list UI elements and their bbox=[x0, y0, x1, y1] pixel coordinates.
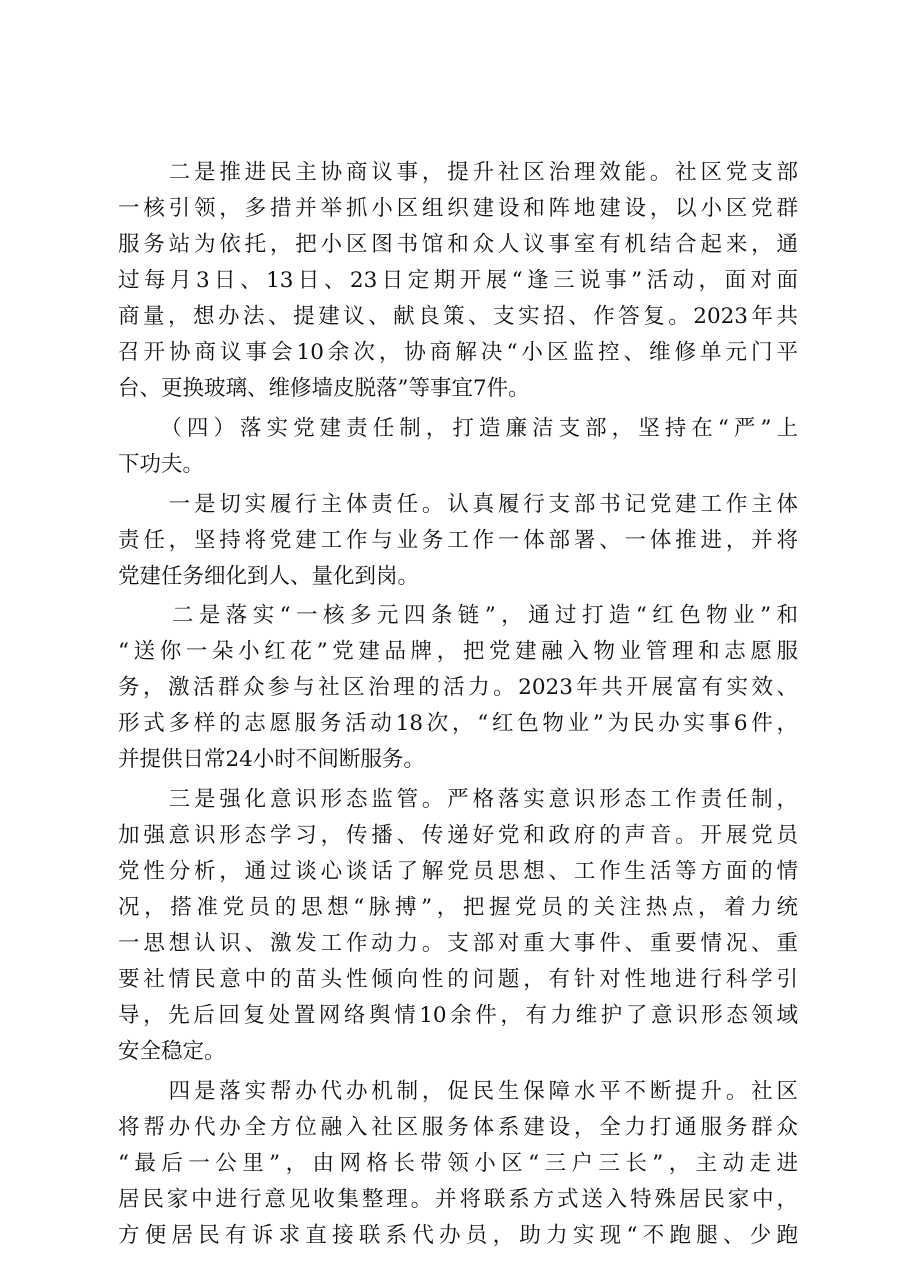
text-line: 并提供日常24小时不间断服务。 bbox=[118, 747, 425, 772]
text-line: 二是落实“一核多元四条链”，通过打造“红色物业”和 bbox=[118, 603, 798, 628]
text-line: 导，先后回复处置网络舆情10余件，有力维护了意识形态领域 bbox=[118, 1003, 798, 1028]
text-line: 一核引领，多措并举抓小区组织建设和阵地建设，以小区党群 bbox=[118, 196, 798, 221]
text-line: 一是切实履行主体责任。认真履行支部书记党建工作主体 bbox=[118, 492, 798, 517]
text-line: “送你一朵小红花”党建品牌，把党建融入物业管理和志愿服 bbox=[118, 639, 798, 664]
section-heading-line: 下功夫。 bbox=[118, 452, 205, 477]
text-line: 过每月3日、13日、23日定期开展“逢三说事”活动，面对面 bbox=[118, 268, 798, 293]
text-line: 况，搭准党员的思想“脉搏”，把握党员的关注热点，着力统 bbox=[118, 895, 798, 920]
text-line: 要社情民意中的苗头性倾向性的问题，有针对性地进行科学引 bbox=[118, 967, 798, 992]
text-line: 台、更换玻璃、维修墙皮脱落”等事宜7件。 bbox=[118, 376, 530, 401]
text-line: 将帮办代办全方位融入社区服务体系建设，全力打通服务群众 bbox=[118, 1115, 798, 1140]
section-heading-line: （四）落实党建责任制，打造廉洁支部，坚持在“严”上 bbox=[118, 416, 798, 441]
text-line: 召开协商议事会10余次，协商解决“小区监控、维修单元门平 bbox=[118, 340, 798, 365]
text-line: 党性分析，通过谈心谈话了解党员思想、工作生活等方面的情 bbox=[118, 859, 798, 884]
text-line: 形式多样的志愿服务活动18次，“红色物业”为民办实事6件， bbox=[118, 711, 798, 736]
text-line: 三是强化意识形态监管。严格落实意识形态工作责任制， bbox=[118, 787, 798, 812]
text-line: 商量，想办法、提建议、献良策、支实招、作答复。2023年共 bbox=[118, 304, 798, 329]
text-line: 居民家中进行意见收集整理。并将联系方式送入特殊居民家中， bbox=[118, 1187, 798, 1212]
text-line: 四是落实帮办代办机制，促民生保障水平不断提升。社区 bbox=[118, 1079, 798, 1104]
text-line: 二是推进民主协商议事，提升社区治理效能。社区党支部 bbox=[118, 160, 798, 185]
text-line: 责任，坚持将党建工作与业务工作一体部署、一体推进，并将 bbox=[118, 528, 798, 553]
text-line: 务，激活群众参与社区治理的活力。2023年共开展富有实效、 bbox=[118, 675, 798, 700]
text-line: 加强意识形态学习，传播、传递好党和政府的声音。开展党员 bbox=[118, 823, 798, 848]
text-line: “最后一公里”，由网格长带领小区“三户三长”，主动走进 bbox=[118, 1151, 798, 1176]
text-line: 党建任务细化到人、量化到岗。 bbox=[118, 564, 420, 589]
text-line: 安全稳定。 bbox=[118, 1039, 226, 1064]
text-line: 一思想认识、激发工作动力。支部对重大事件、重要情况、重 bbox=[118, 931, 798, 956]
text-line: 方便居民有诉求直接联系代办员，助力实现“不跑腿、少跑 bbox=[118, 1223, 798, 1248]
text-line: 服务站为依托，把小区图书馆和众人议事室有机结合起来，通 bbox=[118, 232, 798, 257]
